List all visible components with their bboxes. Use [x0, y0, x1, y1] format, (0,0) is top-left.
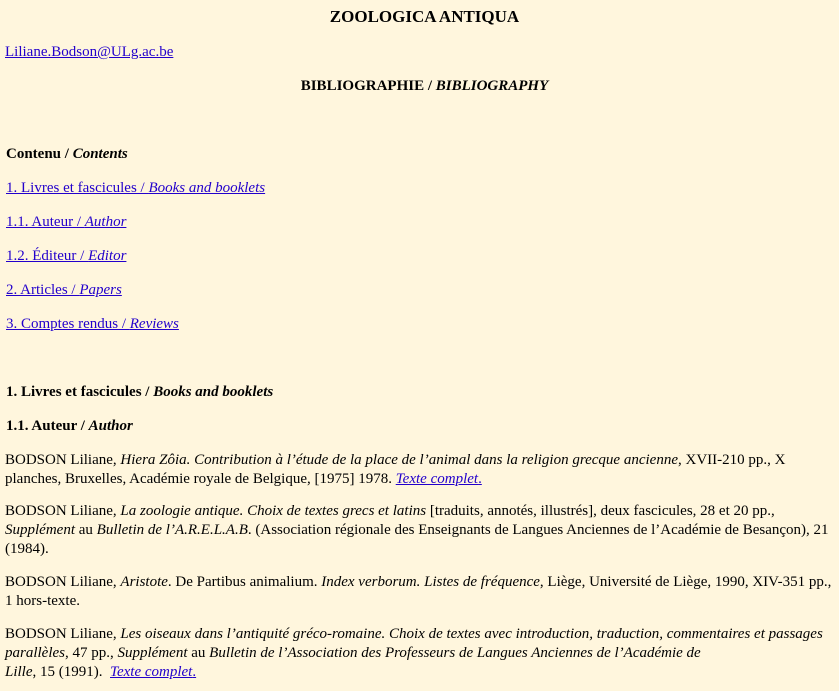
toc-link-editor[interactable]	[6, 248, 126, 265]
entry-author: BODSON Liliane,	[5, 452, 121, 468]
toc-link-books[interactable]	[6, 180, 265, 197]
contents-heading-en: Contents	[72, 146, 128, 162]
entry-title: Aristote	[120, 574, 168, 590]
email-link[interactable]: Liliane.Bodson@ULg.ac.be	[5, 44, 174, 60]
bibliography-entry	[5, 625, 833, 682]
entry-supplement: Supplément	[117, 645, 188, 661]
bibliography-heading	[0, 78, 839, 95]
full-text-link-label: Texte complet	[110, 664, 193, 680]
full-text-link-period: .	[478, 471, 482, 487]
full-text-link[interactable]	[396, 471, 482, 487]
toc-link-books-en: Books and booklets	[148, 180, 266, 196]
full-text-link-label: Texte complet	[395, 471, 479, 487]
section-heading-books-en: Books and booklets	[153, 384, 274, 400]
toc-link-reviews-fr: 3. Comptes rendus /	[6, 316, 130, 332]
entry-author: BODSON Liliane,	[5, 626, 121, 642]
contents-heading	[6, 146, 128, 163]
bibliography-entry	[5, 573, 833, 611]
section-heading-books-fr: 1. Livres et fascicules /	[6, 384, 154, 400]
section-heading-books	[6, 384, 273, 401]
entry-title: Hiera Zôia. Contribution à l’étude de la place de l’animal dans la religion grecque ancienne	[120, 452, 678, 468]
bibliography-entry	[5, 502, 833, 559]
entry-title: La zoologie antique. Choix de textes grecs et latins	[120, 503, 427, 519]
bibliography-heading-en: BIBLIOGRAPHY	[435, 78, 549, 94]
entry-details: , Liège, Université de Liège, 1990, XIV-351 pp., 1 hors-texte.	[5, 574, 832, 609]
bibliography-heading-fr: BIBLIOGRAPHIE /	[300, 78, 436, 94]
toc-link-author[interactable]	[6, 214, 126, 231]
page-title: ZOOLOGICA ANTIQUA	[329, 7, 520, 26]
entry-title: Les oiseaux dans l’antiquité gréco-romaine. Choix de textes avec introduction, traduction, commentaires et passages parallèles	[5, 626, 823, 661]
toc-link-papers[interactable]	[6, 282, 122, 299]
toc-link-reviews[interactable]	[6, 316, 179, 333]
subsection-heading-author	[6, 418, 133, 435]
toc-link-editor-en: Editor	[88, 248, 127, 264]
toc-link-papers-en: Papers	[79, 282, 122, 298]
full-text-link-period: .	[192, 664, 197, 680]
entry-bulletin: Bulletin de l’A.R.E.L.A.B	[96, 522, 248, 538]
bibliography-entry	[5, 451, 833, 489]
toc-link-author-en: Author	[84, 214, 127, 230]
entry-bulletin: Bulletin de l’Association des Professeurs de Langues Anciennes de l’Académie de Lille	[5, 645, 701, 680]
entry-index: Index verborum. Listes de fréquence	[321, 574, 540, 590]
entry-details: au	[187, 645, 210, 661]
entry-details: , XVII-210 pp., X planches, Bruxelles, Académie royale de Belgique, [1975] 1978.	[5, 452, 786, 487]
toc-link-reviews-en: Reviews	[129, 316, 179, 332]
entry-author: BODSON Liliane,	[5, 503, 121, 519]
toc-link-author-fr: 1.1. Auteur /	[6, 214, 85, 230]
subsection-heading-author-en: Author	[88, 418, 133, 434]
toc-link-papers-fr: 2. Articles /	[6, 282, 80, 298]
toc-link-books-fr: 1. Livres et fascicules /	[6, 180, 149, 196]
entry-details: au	[74, 522, 97, 538]
entry-author: BODSON Liliane,	[5, 574, 121, 590]
entry-supplement: Supplément	[5, 522, 75, 538]
entry-details: , 47 pp.,	[65, 645, 118, 661]
subsection-heading-author-fr: 1.1. Auteur /	[6, 418, 89, 434]
toc-link-editor-fr: 1.2. Éditeur /	[6, 248, 89, 264]
entry-details: , 15 (1991).	[32, 664, 111, 680]
full-text-link[interactable]	[110, 664, 196, 680]
contents-heading-fr: Contenu /	[6, 146, 73, 162]
entry-details: [traduits, annotés, illustrés], deux fascicules, 28 et 20 pp.,	[426, 503, 775, 519]
entry-details: . De Partibus animalium.	[167, 574, 322, 590]
entry-details: . (Association régionale des Enseignants de Langues Anciennes de l’Académie de Besançon), 21 (1984).	[5, 522, 829, 557]
